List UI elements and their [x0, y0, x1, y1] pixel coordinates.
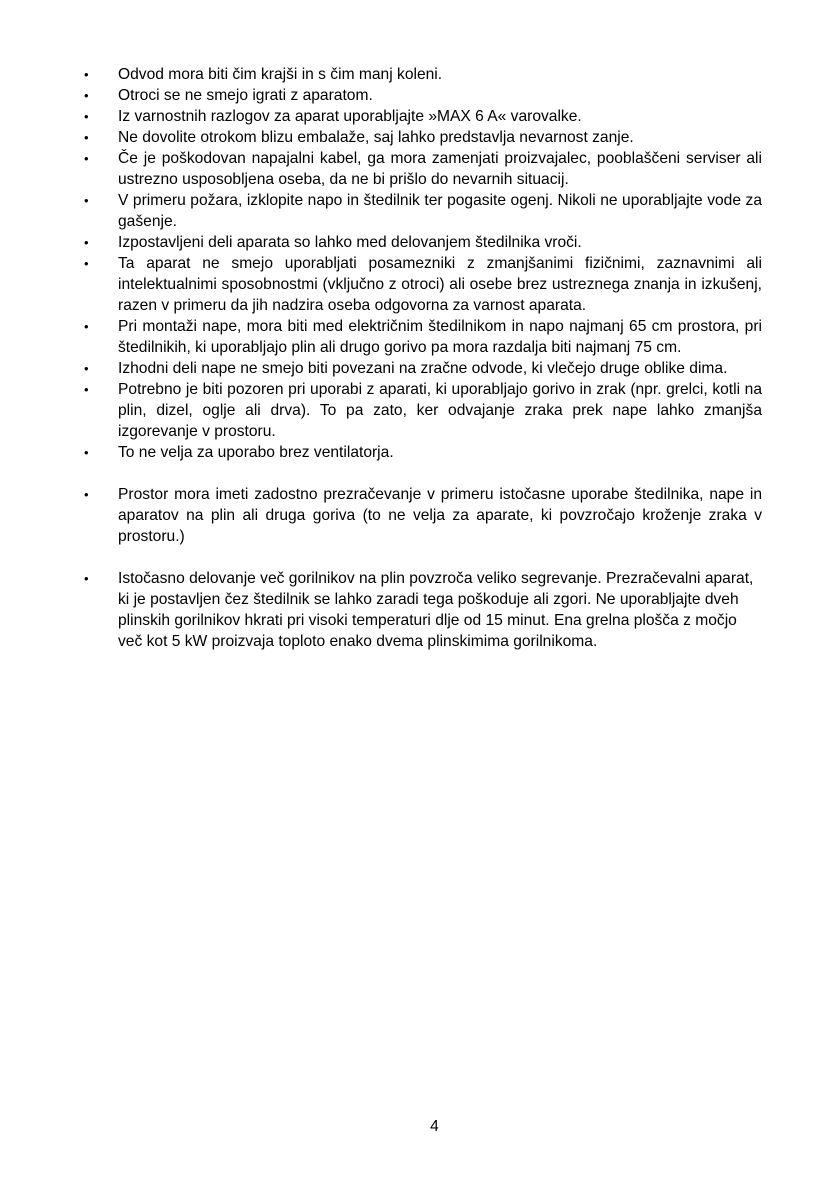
list-item — [80, 85, 762, 106]
bullet-icon: • — [84, 151, 89, 166]
bullet-icon: • — [84, 256, 89, 271]
list-item-text: Potrebno je biti pozoren pri uporabi z aparati, ki uporabljajo gorivo in zrak (npr. grelci, kotli na plin, dizel, oglje ali drva). To pa zato, ker odvajanje zraka prek nape lahko zmanjša izgorevanje v prostoru. — [118, 381, 762, 440]
bullet-icon: • — [84, 235, 89, 250]
list-item-text: Istočasno delovanje več gorilnikov na plin povzroča veliko segrevanje. Prezračevalni aparat, ki je postavljen čez štedilnik se lahko zaradi tega poškoduje ali zgori. Ne uporabljajte dveh plinskih gorilnikov hkrati pri visoki temperaturi dlje od 15 minut. Ena grelna plošča z močjo več kot 5 kW proizvaja toploto enako dvema plinskimima gorilnikoma. — [118, 570, 754, 650]
bullet-icon: • — [84, 193, 89, 208]
list-item — [80, 316, 762, 358]
list-item-text: V primeru požara, izklopite napo in štedilnik ter pogasite ogenj. Nikoli ne uporabljajte vode za gašenje. — [118, 192, 762, 230]
list-item — [80, 127, 762, 148]
list-item-text: Ne dovolite otrokom blizu embalaže, saj lahko predstavlja nevarnost zanje. — [118, 129, 634, 146]
list-item — [80, 379, 762, 442]
list-item — [80, 190, 762, 232]
page-number: 4 — [430, 1118, 439, 1135]
list-item — [80, 232, 762, 253]
bullet-icon: • — [84, 361, 89, 376]
list-item-text: Prostor mora imeti zadostno prezračevanje v primeru istočasne uporabe štedilnika, nape in aparatov na plin ali druga goriva (to ne velja za aparate, ki povzročajo kroženje zraka v prostoru.) — [118, 486, 762, 545]
list-item — [80, 358, 762, 379]
list-item — [80, 442, 762, 463]
bullet-icon: • — [84, 487, 89, 502]
list-item-text: Pri montaži nape, mora biti med električnim štedilnikom in napo najmanj 65 cm prostora, pri štedilnikih, ki uporabljajo plin ali drugo gorivo pa mora razdalja biti najmanj 75 cm. — [118, 318, 762, 356]
bullet-icon: • — [84, 319, 89, 334]
list-item — [80, 568, 762, 652]
bullet-icon: • — [84, 109, 89, 124]
list-item-text: Izhodni deli nape ne smejo biti povezani na zračne odvode, ki vlečejo druge oblike dima. — [118, 360, 728, 377]
list-item — [80, 148, 762, 190]
safety-instructions-list — [80, 64, 762, 652]
list-item-text: Odvod mora biti čim krajši in s čim manj koleni. — [118, 66, 443, 83]
list-item-text: Če je poškodovan napajalni kabel, ga mora zamenjati proizvajalec, pooblaščeni serviser ali ustrezno usposobljena oseba, da ne bi prišlo do nevarnih situacij. — [118, 150, 762, 188]
bullet-icon: • — [84, 88, 89, 103]
bullet-icon: • — [84, 67, 89, 82]
list-item-text: To ne velja za uporabo brez ventilatorja. — [118, 444, 394, 461]
bullet-icon: • — [84, 130, 89, 145]
bullet-icon: • — [84, 445, 89, 460]
list-item-text: Iz varnostnih razlogov za aparat uporabljajte »MAX 6 A« varovalke. — [118, 108, 582, 125]
list-item-text: Otroci se ne smejo igrati z aparatom. — [118, 87, 373, 104]
list-item-text: Ta aparat ne smejo uporabljati posamezniki z zmanjšanimi fizičnimi, zaznavnimi ali intelektualnimi sposobnostmi (vključno z otroci) ali osebe brez ustreznega znanja in izkušenj, razen v primeru da jih nadzira oseba odgovorna za varnost aparata. — [118, 255, 762, 314]
bullet-icon: • — [84, 571, 89, 586]
list-item — [80, 253, 762, 316]
list-item — [80, 484, 762, 547]
bullet-icon: • — [84, 382, 89, 397]
list-item — [80, 106, 762, 127]
list-item-text: Izpostavljeni deli aparata so lahko med delovanjem štedilnika vroči. — [118, 234, 582, 251]
list-item — [80, 64, 762, 85]
